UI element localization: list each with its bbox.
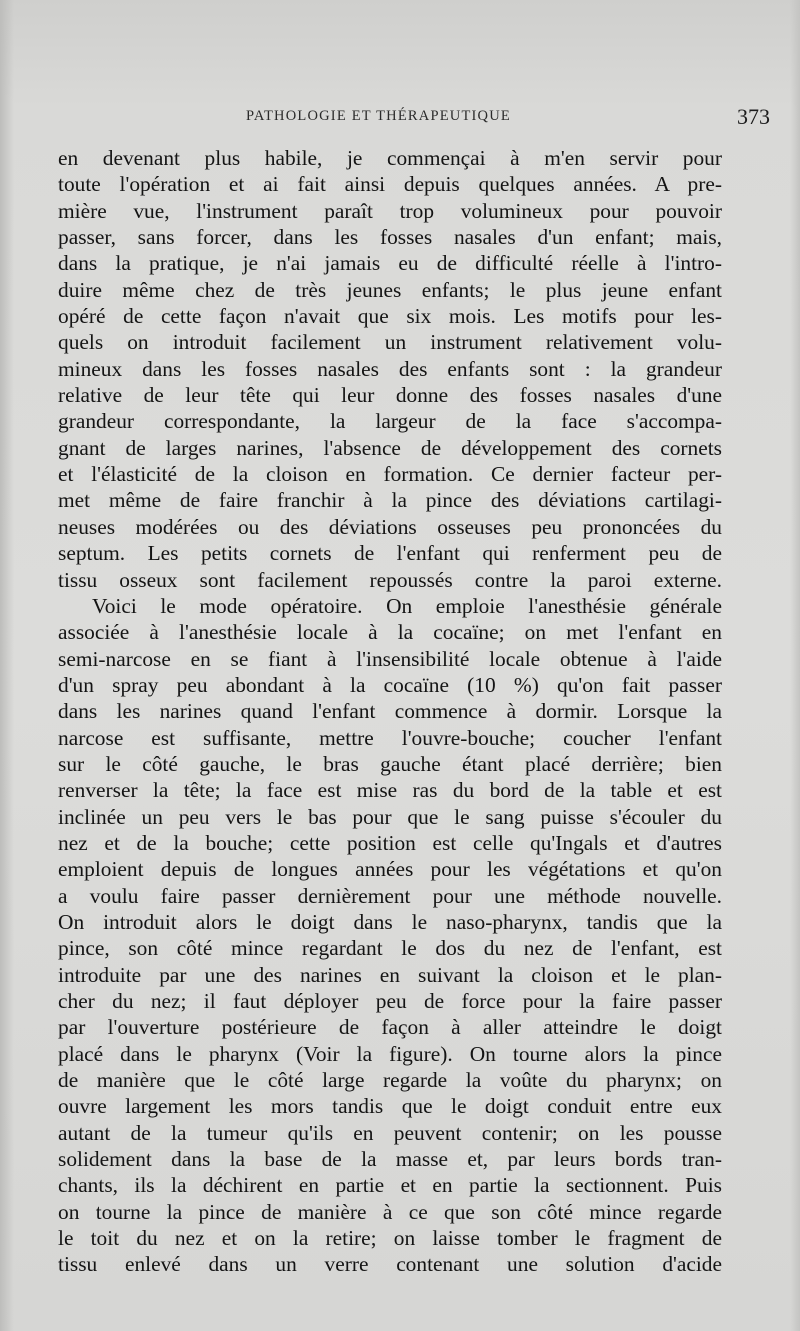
text-line: ouvre largement les mors tandis que le doigt conduit entre eux — [58, 1094, 722, 1119]
text-line: semi-narcose en se fiant à l'insensibilité locale obtenue à l'aide — [58, 646, 722, 671]
text-line: quels on introduit facilement un instrument relativement volu- — [58, 330, 722, 355]
text-line: dans les narines quand l'enfant commence à dormir. Lorsque la — [58, 699, 722, 724]
text-line: dans la pratique, je n'ai jamais eu de difficulté réelle à l'intro- — [58, 251, 722, 276]
text-line: On introduit alors le doigt dans le naso-pharynx, tandis que la — [58, 909, 722, 934]
text-line: a voulu faire passer dernièrement pour une méthode nouvelle. — [58, 883, 722, 908]
text-line: cher du nez; il faut déployer peu de force pour la faire passer — [58, 989, 722, 1013]
text-line: par l'ouverture postérieure de façon à aller atteindre le doigt — [58, 1015, 722, 1040]
text-line: inclinée un peu vers le bas pour que le sang puisse s'écouler du — [58, 804, 722, 829]
text-line: en devenant plus habile, je commençai à m'en servir pour — [58, 146, 722, 170]
text-line: on tourne la pince de manière à ce que son côté mince regarde — [58, 1199, 722, 1224]
text-line: associée à l'anesthésie locale à la cocaïne; on met l'enfant en — [58, 620, 722, 645]
running-header — [56, 104, 770, 130]
text-line: d'un spray peu abondant à la cocaïne (10 %) qu'on fait passer — [58, 672, 722, 697]
text-line: mineux dans les fosses nasales des enfants sont : la grandeur — [58, 356, 722, 381]
paragraph-first-line: Voici le mode opératoire. On emploie l'anesthésie générale — [92, 593, 722, 618]
text-line: passer, sans forcer, dans les fosses nasales d'un enfant; mais, — [58, 225, 722, 250]
text-line: relative de leur tête qui leur donne des fosses nasales d'une — [58, 383, 722, 408]
text-line: gnant de larges narines, l'absence de développement des cornets — [58, 435, 722, 460]
text-line: neuses modérées ou des déviations osseuses peu prononcées du — [58, 514, 722, 539]
text-line: tissu osseux sont facilement repoussés contre la paroi externe. — [58, 567, 722, 592]
text-line: grandeur correspondante, la largeur de la face s'accompa- — [58, 409, 722, 434]
text-line: opéré de cette façon n'avait que six mois. Les motifs pour les- — [58, 304, 722, 329]
page-number: 373 — [737, 104, 770, 129]
text-line: introduite par une des narines en suivant la cloison et le plan- — [58, 962, 722, 987]
text-line: solidement dans la base de la masse et, par leurs bords tran- — [58, 1147, 722, 1172]
text-line: emploient depuis de longues années pour les végétations et qu'on — [58, 857, 722, 882]
text-line: chants, ils la déchirent en partie et en partie la sectionnent. Puis — [58, 1173, 722, 1198]
text-line: de manière que le côté large regarde la voûte du pharynx; on — [58, 1068, 722, 1093]
text-line: tissu enlevé dans un verre contenant une solution d'acide — [58, 1252, 722, 1277]
text-line: placé dans le pharynx (Voir la figure). On tourne alors la pince — [58, 1041, 722, 1066]
text-line: toute l'opération et ai fait ainsi depuis quelques années. A pre- — [58, 172, 722, 197]
text-line: narcose est suffisante, mettre l'ouvre-bouche; coucher l'enfant — [58, 725, 722, 750]
text-line: septum. Les petits cornets de l'enfant qui renferment peu de — [58, 541, 722, 566]
text-line: renverser la tête; la face est mise ras du bord de la table et est — [58, 778, 722, 803]
text-line: duire même chez de très jeunes enfants; le plus jeune enfant — [58, 277, 722, 302]
scan-edge-shadow-right — [790, 0, 800, 1331]
text-line: autant de la tumeur qu'ils en peuvent contenir; on les pousse — [58, 1120, 722, 1145]
text-line: pince, son côté mince regardant le dos du nez de l'enfant, est — [58, 936, 722, 961]
body-text — [58, 145, 722, 1278]
running-title: PATHOLOGIE ET THÉRAPEUTIQUE — [246, 108, 511, 124]
text-line: mière vue, l'instrument paraît trop volumineux pour pouvoir — [58, 198, 722, 223]
scan-edge-shadow-left — [0, 0, 14, 1331]
text-line: le toit du nez et on la retire; on laisse tomber le fragment de — [58, 1226, 722, 1251]
text-line: nez et de la bouche; cette position est celle qu'Ingals et d'autres — [58, 830, 722, 855]
text-line: sur le côté gauche, le bras gauche étant placé derrière; bien — [58, 751, 722, 776]
text-line: et l'élasticité de la cloison en formation. Ce dernier facteur per- — [58, 462, 722, 487]
text-line: met même de faire franchir à la pince des déviations cartilagi- — [58, 488, 722, 513]
